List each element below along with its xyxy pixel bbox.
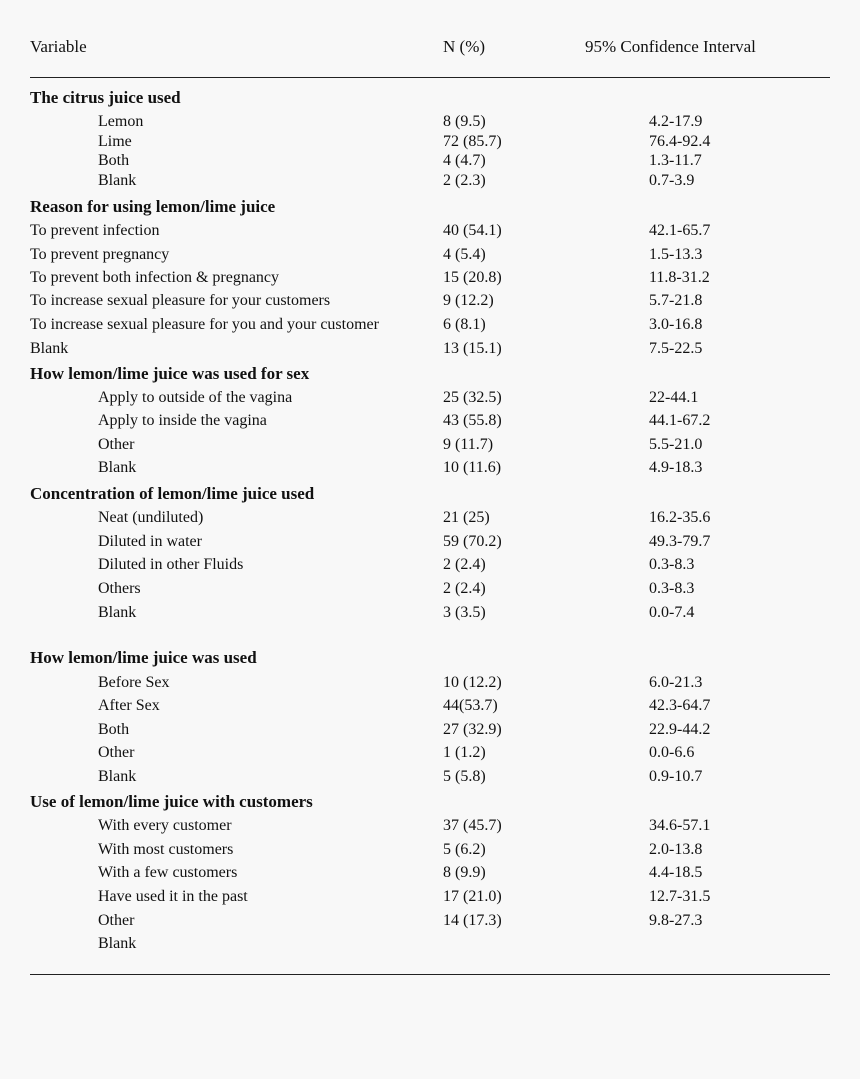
confidence-interval-cell: 22-44.1 (649, 389, 699, 406)
section-heading-row (0, 363, 860, 385)
variable-label: Blank (98, 459, 137, 476)
variable-label: After Sex (98, 697, 160, 714)
section-heading-row (0, 647, 860, 669)
table-row (0, 886, 860, 908)
n-percent-cell: 44(53.7) (443, 697, 498, 714)
table-row (0, 578, 860, 600)
table-row (0, 507, 860, 529)
header-confidence-interval: 95% Confidence Interval (585, 37, 756, 56)
confidence-interval-cell: 4.4-18.5 (649, 864, 703, 881)
n-percent-cell: 10 (12.2) (443, 674, 502, 691)
table-row (0, 839, 860, 861)
variable-label: To prevent both infection & pregnancy (30, 269, 280, 286)
table-row (0, 602, 860, 624)
n-percent-cell: 8 (9.9) (443, 864, 486, 881)
n-percent-cell: 2 (2.3) (443, 172, 486, 189)
table-row (0, 170, 860, 192)
confidence-interval-cell: 9.8-27.3 (649, 912, 703, 929)
confidence-interval-cell: 0.3-8.3 (649, 580, 695, 597)
variable-label: To increase sexual pleasure for your customers (30, 292, 331, 309)
n-percent-cell: 4 (5.4) (443, 246, 486, 263)
variable-label: Blank (98, 604, 137, 621)
variable-label: Diluted in water (98, 533, 202, 550)
confidence-interval-cell: 0.7-3.9 (649, 172, 695, 189)
n-percent-cell: 43 (55.8) (443, 412, 502, 429)
confidence-interval-cell: 44.1-67.2 (649, 412, 711, 429)
confidence-interval-cell: 1.3-11.7 (649, 152, 702, 169)
section-heading: How lemon/lime juice was used (30, 648, 257, 667)
n-percent-cell: 13 (15.1) (443, 340, 502, 357)
confidence-interval-cell: 0.3-8.3 (649, 556, 695, 573)
variable-label: Diluted in other Fluids (98, 556, 244, 573)
n-percent-cell: 5 (6.2) (443, 841, 486, 858)
variable-label: To prevent infection (30, 222, 160, 239)
n-percent-cell: 4 (4.7) (443, 152, 486, 169)
table-row (0, 220, 860, 242)
variable-label: Blank (98, 935, 137, 952)
table-row (0, 150, 860, 172)
variable-label: With every customer (98, 817, 232, 834)
confidence-interval-cell: 11.8-31.2 (649, 269, 710, 286)
table-row (0, 933, 860, 955)
variable-label: With most customers (98, 841, 234, 858)
variable-label: To prevent pregnancy (30, 246, 170, 263)
confidence-interval-cell: 4.9-18.3 (649, 459, 703, 476)
table-row (0, 910, 860, 932)
header-variable: Variable (30, 37, 87, 56)
variable-label: Both (98, 152, 130, 169)
n-percent-cell: 15 (20.8) (443, 269, 502, 286)
table-row (0, 434, 860, 456)
confidence-interval-cell: 5.5-21.0 (649, 436, 703, 453)
confidence-interval-cell: 42.1-65.7 (649, 222, 711, 239)
variable-label: Have used it in the past (98, 888, 248, 905)
variable-label: Apply to outside of the vagina (98, 389, 293, 406)
confidence-interval-cell: 5.7-21.8 (649, 292, 703, 309)
table-row (0, 742, 860, 764)
n-percent-cell: 59 (70.2) (443, 533, 502, 550)
section-heading-row (0, 483, 860, 505)
bottom-rule (30, 974, 830, 975)
section-heading-row (0, 791, 860, 813)
n-percent-cell: 1 (1.2) (443, 744, 486, 761)
confidence-interval-cell: 34.6-57.1 (649, 817, 711, 834)
confidence-interval-cell: 0.9-10.7 (649, 768, 703, 785)
confidence-interval-cell: 1.5-13.3 (649, 246, 703, 263)
confidence-interval-cell: 0.0-6.6 (649, 744, 695, 761)
n-percent-cell: 27 (32.9) (443, 721, 502, 738)
variable-label: To increase sexual pleasure for you and your customer (30, 316, 379, 333)
n-percent-cell: 17 (21.0) (443, 888, 502, 905)
n-percent-cell: 72 (85.7) (443, 133, 502, 150)
variable-label: Other (98, 744, 135, 761)
variable-label: Apply to inside the vagina (98, 412, 267, 429)
variable-label: Blank (30, 340, 69, 357)
table-row (0, 695, 860, 717)
table-row (0, 672, 860, 694)
variable-label: Lime (98, 133, 132, 150)
confidence-interval-cell: 49.3-79.7 (649, 533, 711, 550)
table-row (0, 531, 860, 553)
n-percent-cell: 9 (12.2) (443, 292, 494, 309)
confidence-interval-cell: 7.5-22.5 (649, 340, 703, 357)
n-percent-cell: 37 (45.7) (443, 817, 502, 834)
n-percent-cell: 25 (32.5) (443, 389, 502, 406)
variable-label: Other (98, 912, 135, 929)
table-row (0, 815, 860, 837)
section-heading: The citrus juice used (30, 88, 181, 107)
n-percent-cell: 3 (3.5) (443, 604, 486, 621)
n-percent-cell: 5 (5.8) (443, 768, 486, 785)
variable-label: Blank (98, 172, 137, 189)
table-row (0, 457, 860, 479)
variable-label: With a few customers (98, 864, 238, 881)
table-row (0, 314, 860, 336)
variable-label: Others (98, 580, 141, 597)
n-percent-cell: 6 (8.1) (443, 316, 486, 333)
confidence-interval-cell: 4.2-17.9 (649, 113, 703, 130)
n-percent-cell: 21 (25) (443, 509, 490, 526)
table-row (0, 111, 860, 133)
confidence-interval-cell: 76.4-92.4 (649, 133, 711, 150)
table-row (0, 719, 860, 741)
variable-label: Other (98, 436, 135, 453)
confidence-interval-cell: 16.2-35.6 (649, 509, 711, 526)
section-heading-row (0, 87, 860, 109)
confidence-interval-cell: 6.0-21.3 (649, 674, 703, 691)
n-percent-cell: 2 (2.4) (443, 556, 486, 573)
variable-label: Lemon (98, 113, 144, 130)
table-row (0, 244, 860, 266)
section-heading-row (0, 196, 860, 218)
n-percent-cell: 9 (11.7) (443, 436, 494, 453)
confidence-interval-cell: 3.0-16.8 (649, 316, 703, 333)
table-row (0, 766, 860, 788)
confidence-interval-cell: 22.9-44.2 (649, 721, 711, 738)
n-percent-cell: 10 (11.6) (443, 459, 502, 476)
header-n-percent: N (%) (443, 37, 486, 56)
section-heading: Concentration of lemon/lime juice used (30, 484, 315, 503)
table-row (0, 862, 860, 884)
table-row (0, 387, 860, 409)
table-row (0, 267, 860, 289)
confidence-interval-cell: 2.0-13.8 (649, 841, 703, 858)
variable-label: Both (98, 721, 130, 738)
n-percent-cell: 8 (9.5) (443, 113, 486, 130)
confidence-interval-cell: 12.7-31.5 (649, 888, 711, 905)
variable-label: Blank (98, 768, 137, 785)
table-row (0, 410, 860, 432)
variable-label: Before Sex (98, 674, 170, 691)
n-percent-cell: 2 (2.4) (443, 580, 486, 597)
n-percent-cell: 40 (54.1) (443, 222, 502, 239)
top-rule (30, 77, 830, 78)
section-heading: Use of lemon/lime juice with customers (30, 792, 313, 811)
table-row (0, 290, 860, 312)
variable-label: Neat (undiluted) (98, 509, 204, 526)
confidence-interval-cell: 42.3-64.7 (649, 697, 711, 714)
section-heading: Reason for using lemon/lime juice (30, 197, 276, 216)
section-heading: How lemon/lime juice was used for sex (30, 364, 310, 383)
table-row (0, 338, 860, 360)
confidence-interval-cell: 0.0-7.4 (649, 604, 695, 621)
n-percent-cell: 14 (17.3) (443, 912, 502, 929)
table-row (0, 554, 860, 576)
